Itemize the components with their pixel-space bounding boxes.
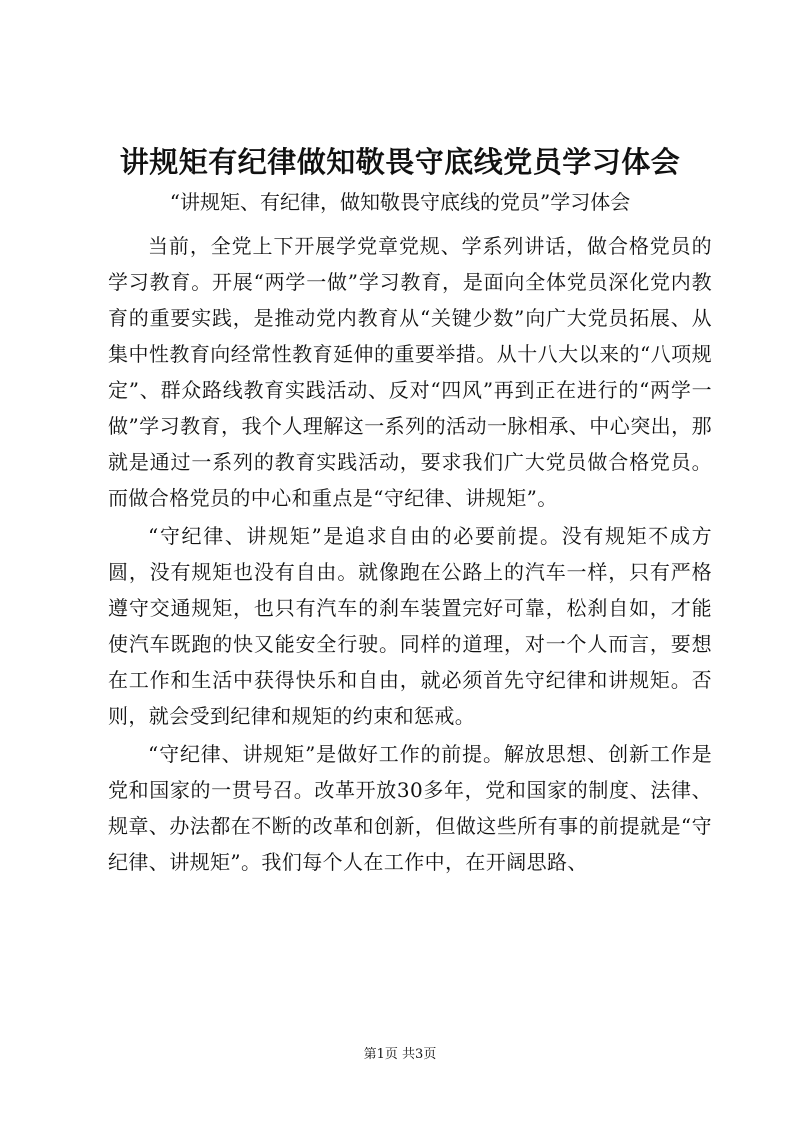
document-title: 讲规矩有纪律做知敬畏守底线党员学习体会: [119, 145, 681, 179]
document-body: [108, 228, 712, 882]
body-paragraph-3: “守纪律、讲规矩”是做好工作的前提。解放思想、创新工作是党和国家的一贯号召。改革开放30多年，党和国家的制度、法律、规章、办法都在不断的改革和创新，但做这些所有事的前提就是“守纪律、讲规矩”。我们每个人在工作中，在开阔思路、: [108, 742, 712, 874]
body-paragraph-2: “守纪律、讲规矩”是追求自由的必要前提。没有规矩不成方圆，没有规矩也没有自由。就像跑在公路上的汽车一样，只有严格遵守交通规矩，也只有汽车的刹车装置完好可靠，松刹自如，才能使汽车既跑的快又能安全行驶。同样的道理，对一个人而言，要想在工作和生活中获得快乐和自由，就必须首先守纪律和讲规矩。否则，就会受到纪律和规矩的约束和惩戒。: [108, 524, 712, 728]
page-number-footer: 第1页 共3页: [363, 1047, 437, 1062]
body-paragraph-1: 当前，全党上下开展学党章党规、学系列讲话，做合格党员的学习教育。开展“两学一做”学习教育，是面向全体党员深化党内教育的重要实践，是推动党内教育从“关键少数”向广大党员拓展、从集中性教育向经常性教育延伸的重要举措。从十八大以来的“八项规定”、群众路线教育实践活动、反对“四风”再到正在进行的“两学一做”学习教育，我个人理解这一系列的活动一脉相承、中心突出，那就是通过一系列的教育实践活动，要求我们广大党员做合格党员。而做合格党员的中心和重点是“守纪律、讲规矩”。: [108, 234, 712, 510]
document-subtitle: “讲规矩、有纪律，做知敬畏守底线的党员”学习体会: [169, 190, 631, 214]
